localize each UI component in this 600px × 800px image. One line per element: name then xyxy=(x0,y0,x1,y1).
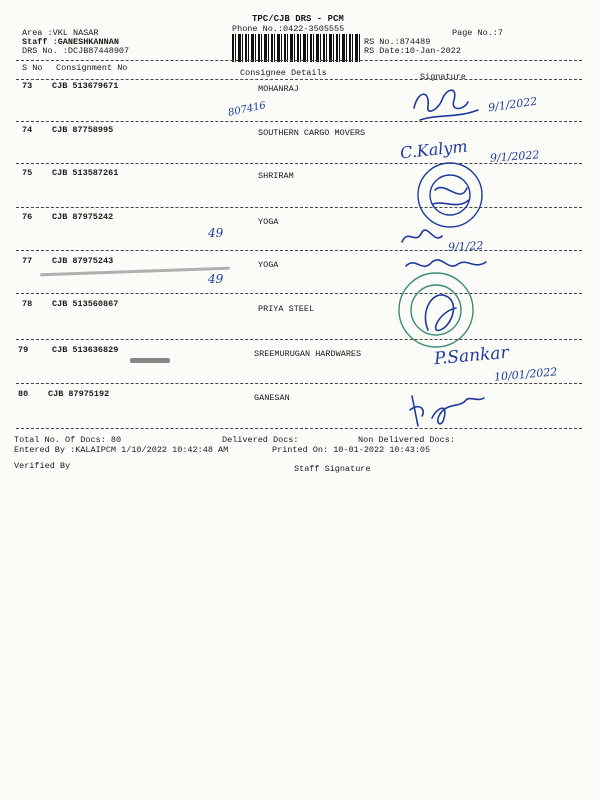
row-consignee: SREEMURUGAN HARDWARES xyxy=(254,349,362,359)
company-stamp-icon xyxy=(405,160,495,230)
row-consignment: CJB 513679671 xyxy=(52,81,119,91)
ink-smudge xyxy=(130,358,170,363)
row-sno: 79 xyxy=(18,345,29,355)
row-consignment: CJB 513636829 xyxy=(52,345,119,355)
phone-number: Phone No.:0422-3505555 xyxy=(232,24,345,34)
barcode-image xyxy=(232,34,362,62)
entered-by: Entered By :KALAIPCM 1/10/2022 10:42:48 AM xyxy=(14,445,229,455)
row-consignee: MOHANRAJ xyxy=(258,84,299,94)
rs-number: RS No.:874489 xyxy=(364,37,431,47)
row-consignment: CJB 87975192 xyxy=(48,389,110,399)
row-consignee: YOGA xyxy=(258,217,279,227)
staff-label: Staff :GANESHKANNAN xyxy=(22,37,119,47)
signature-date: 9/1/2022 xyxy=(489,148,540,165)
signature-name: C.Kalym xyxy=(399,136,469,163)
row-divider xyxy=(16,293,582,294)
printed-on: Printed On: 10-01-2022 10:43:05 xyxy=(272,445,431,455)
row-consignee: YOGA xyxy=(258,260,279,270)
row-consignment: CJB 87975242 xyxy=(52,212,114,222)
row-consignment: CJB 513587261 xyxy=(52,168,119,178)
row-divider xyxy=(16,250,582,251)
row-sno: 76 xyxy=(22,212,33,222)
column-signature: Signature xyxy=(420,72,466,82)
row-sno: 75 xyxy=(22,168,33,178)
row-divider xyxy=(16,428,582,429)
row-sno: 78 xyxy=(22,299,33,309)
signature-date: 9/1/22 xyxy=(447,239,484,254)
signature-ganesan xyxy=(404,388,494,432)
verified-by: Verified By xyxy=(14,461,71,471)
column-consignment: Consignment No xyxy=(56,63,128,73)
handwritten-count: 49 xyxy=(208,272,224,286)
area-label: Area :VKL NASAR xyxy=(22,28,99,38)
signature-date: 10/01/2022 xyxy=(493,365,558,384)
column-sno: S No xyxy=(22,63,43,73)
staff-signature: Staff Signature xyxy=(294,464,371,474)
handwritten-note: 807416 xyxy=(227,100,267,119)
page-number: Page No.:7 xyxy=(452,28,504,38)
row-consignee: SOUTHERN CARGO MOVERS xyxy=(258,128,366,138)
row-consignee: SHRIRAM xyxy=(258,171,294,181)
row-sno: 80 xyxy=(18,389,29,399)
total-docs: Total No. Of Docs: 80 xyxy=(14,435,122,445)
drs-number: DRS No. :DCJB87448907 xyxy=(22,46,130,56)
row-sno: 74 xyxy=(22,125,33,135)
row-divider xyxy=(16,207,582,208)
signature-name: P.Sankar xyxy=(433,342,510,370)
row-consignee: PRIYA STEEL xyxy=(258,304,315,314)
row-sno: 73 xyxy=(22,81,33,91)
delivered-docs: Delivered Docs: xyxy=(222,435,299,445)
column-consignee: Consignee Details xyxy=(240,68,327,78)
row-consignment: CJB 513560867 xyxy=(52,299,119,309)
ink-smudge xyxy=(40,267,230,277)
row-consignment: CJB 87975243 xyxy=(52,256,114,266)
rs-date: RS Date:10-Jan-2022 xyxy=(364,46,461,56)
document-title: TPC/CJB DRS - PCM xyxy=(252,14,344,24)
row-divider xyxy=(16,339,582,340)
signature-date: 9/1/2022 xyxy=(487,94,539,115)
handwritten-count: 49 xyxy=(208,226,224,240)
row-consignment: CJB 87758995 xyxy=(52,125,114,135)
row-sno: 77 xyxy=(22,256,33,266)
header-divider xyxy=(16,60,582,61)
signature-priya-steel xyxy=(412,282,472,342)
non-delivered-docs: Non Delivered Docs: xyxy=(358,435,455,445)
row-consignee: GANESAN xyxy=(254,393,290,403)
